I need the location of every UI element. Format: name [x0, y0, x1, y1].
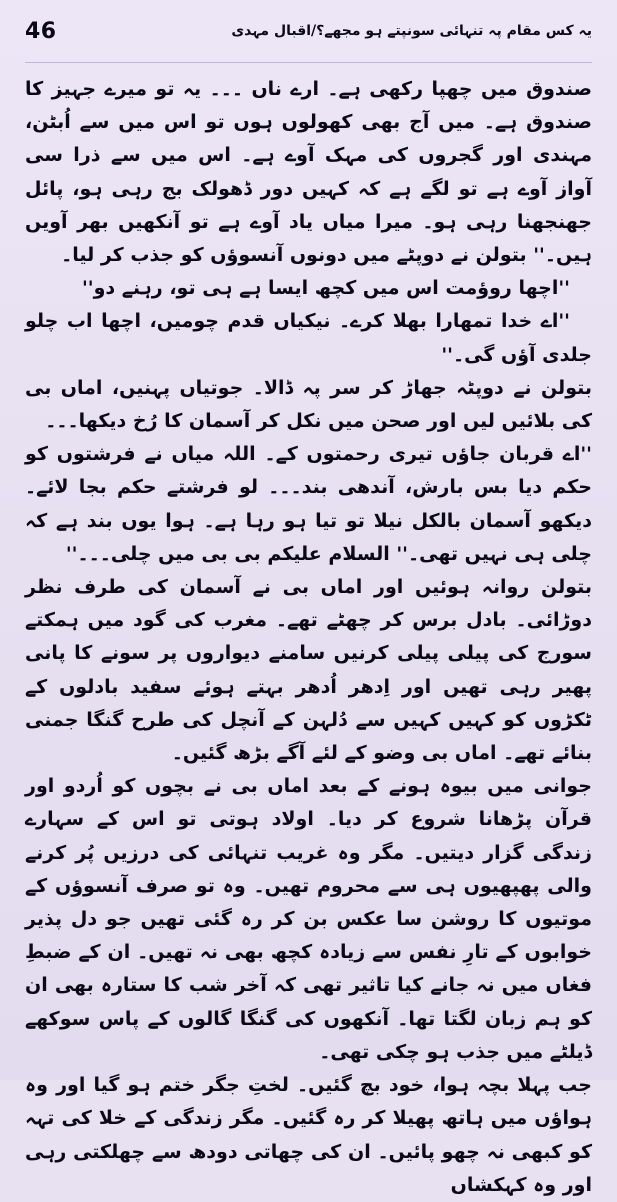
- paragraph-6: بتولن روانہ ہوئیں اور اماں بی نے آسمان کی طرف نظر دوڑائی۔ بادل برس کر چھٹے تھے۔ مغرب کی گود میں ہمکتے سورج کی پیلی پیلی کرنیں سامنے دیواروں پر سونے کا پانی پھیر رہی تھیں اور اِدھر اُدھر بہتے ہوئے سفید بادلوں کے ٹکڑوں کو کہیں کہیں سے دُلہن کے آنچل کی طرح گنگا جمنی بنائے تھے۔ اماں بی وضو کے لئے آگے بڑھ گئیں۔: [25, 576, 592, 765]
- paragraph-2: ''اچھا روؤمت اس میں کچھ ایسا ہے ہی تو، رہنے دو'': [81, 277, 570, 300]
- running-header-title: یہ کس مقام پہ تنہائی سونپتے ہو مجھے؟/اقبال مہدی: [231, 23, 592, 39]
- paragraph-3: ''اے خدا تمھارا بھلا کرے۔ نیکیاں قدم چومیں، اچھا اب چلو جلدی آؤں گی۔'': [25, 310, 592, 366]
- running-header: [25, 0, 592, 63]
- paragraph-7: جوانی میں بیوہ ہونے کے بعد اماں بی نے بچوں کو اُردو اور قرآن پڑھانا شروع کر دیا۔ اولاد ہوتی تو اس کے سہارے زندگی گزار دیتیں۔ مگر وہ غریب تنہائی کی درزیں پُر کرنے والی پھپھیوں ہی سے محروم تھیں۔ وہ تو صرف آنسوؤں کے موتیوں کا روشن سا عکس بن کر رہ گئی تھیں جو دل پذیر خوابوں کے تارِ نفس سے زیادہ کچھ بھی نہ تھیں۔ ان کے ضبطِ فغاں میں نہ جانے کیا تاثیر تھی کہ آخر شب کا ستارہ بھی ان کو ہم زبان لگتا تھا۔ آنکھوں کی گنگا گالوں کے پاس سوکھے ڈیلٹے میں جذب ہو چکی تھی۔: [25, 775, 592, 1063]
- paragraph-4: بتولن نے دوپٹہ جھاڑ کر سر پہ ڈالا۔ جوتیاں پہنیں، اماں بی کی بلائیں لیں اور صحن میں نکل کر آسمان کا رُخ دیکھا۔۔۔: [25, 376, 592, 433]
- paragraph-1: صندوق میں چھپا رکھی ہے۔ ارے ناں ۔۔۔ یہ تو میرے جہیز کا صندوق ہے۔ میں آج بھی کھولوں ہوں تو اس میں سے اُبٹن، مہندی اور گجروں کی مہک آوے ہے۔ اس میں سے ذرا سی آواز آوے ہے تو لگے ہے کہ کہیں دور ڈھولک بج رہی ہو، پائل جھنجھنا رہی ہو۔ میرا میاں یاد آوے ہے تو آنکھیں بھر آویں ہیں۔'' بتولن نے دوپٹے میں دونوں آنسوؤں کو جذب کر لیا۔: [25, 78, 592, 267]
- body-text: [25, 73, 592, 1202]
- paragraph-8: جب پہلا بچہ ہوا، خود بچ گئیں۔ لختِ جگر ختم ہو گیا اور وہ ہواؤں میں ہاتھ پھیلا کر رہ گئیں۔ مگر زندگی کے خلا کی تہہ کو کبھی نہ چھو پائیں۔ ان کی چھاتی دودھ سے چھلکتی رہی اور وہ کہکشاں: [25, 1074, 592, 1196]
- page-number: 46: [25, 18, 57, 44]
- paragraph-5: ''اے قربان جاؤں تیری رحمتوں کے۔ اللہ میاں نے فرشتوں کو حکم دیا بس بارش، آندھی بند۔۔۔ لو فرشتے حکم بجا لائے۔ دیکھو آسمان بالکل نیلا تو تیا ہو رہا ہے۔ ہوا یوں بند ہے کہ چلی ہی نہیں تھی۔'' السلام علیکم بی بی میں چلی۔۔۔'': [25, 443, 592, 565]
